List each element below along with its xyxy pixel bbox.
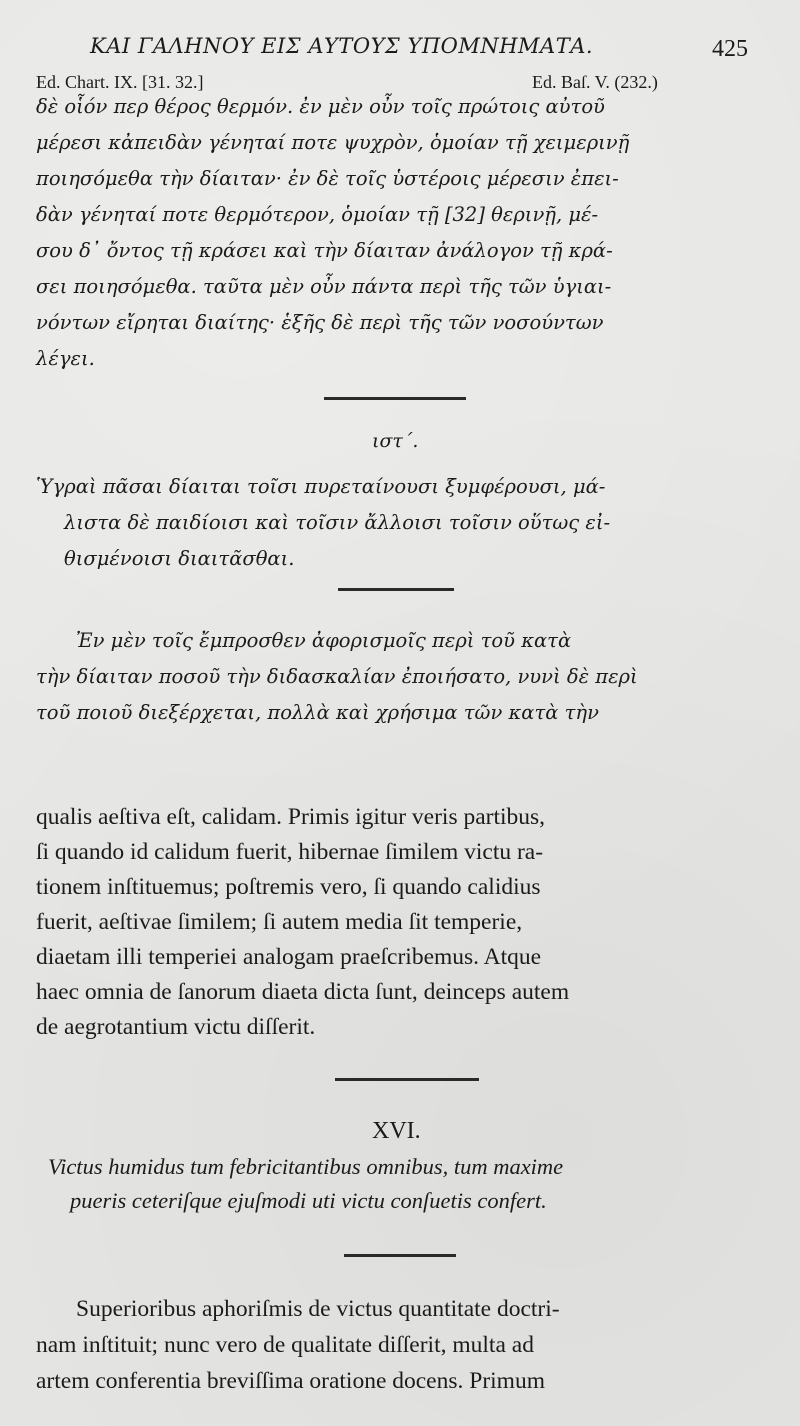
text-line: Superioribus aphoriſmis de victus quantitate doctri- [76,1296,560,1322]
text-line: τὴν δίαιταν ποσοῦ τὴν διδασκαλίαν ἐποιήσατο, νυνὶ δὲ περὶ [36,665,638,688]
text-line: δὲ οἷόν περ θέρος θερμόν. ἐν μὲν οὖν τοῖς πρώτοις αὐτοῦ [36,95,605,118]
latin-section-number: XVI. [372,1118,421,1144]
text-line: Ὑγραὶ πᾶσαι δίαιται τοῖσι πυρεταίνουσι ξυμφέρουσι, μά- [36,475,606,498]
text-line: θισμένοισι διαιτᾶσθαι. [64,547,295,570]
text-line: ſi quando id calidum fuerit, hibernae ſimilem victu ra- [36,839,544,865]
section-rule [344,1254,456,1257]
text-line: δὰν γένηταί ποτε θερμότερον, ὁμοίαν τῇ [32] θερινῇ, μέ- [36,203,599,226]
text-line: diaetam illi temperiei analogam praeſcribemus. Atque [36,944,542,970]
text-line: Ἐν μὲν τοῖς ἔμπροσθεν ἀφορισμοῖς περὶ τοῦ κατὰ [76,629,572,652]
text-line: λέγει. [36,347,95,370]
text-line: τοῦ ποιοῦ διεξέρχεται, πολλὰ καὶ χρήσιμα τῶν κατὰ τὴν [36,701,599,724]
section-rule [324,397,466,400]
text-line: qualis aeſtiva eſt, calidam. Primis igitur veris partibus, [36,804,546,830]
section-rule [335,1078,479,1081]
edition-reference-left: Ed. Chart. IX. [31. 32.] [36,72,204,92]
text-line: nam inſtituit; nunc vero de qualitate diſſerit, multa ad [36,1332,534,1358]
text-line: artem conferentia breviſſima oratione docens. Primum [36,1368,545,1394]
text-line: νόντων εἴρηται διαίτης· ἑξῆς δὲ περὶ τῆς τῶν νοσούντων [36,311,604,334]
text-line: pueris ceteriſque ejuſmodi uti victu conſuetis confert. [70,1188,547,1213]
text-line: σει ποιησόμεθα. ταῦτα μὲν οὖν πάντα περὶ τῆς τῶν ὑγιαι- [36,275,612,298]
text-line: Victus humidus tum febricitantibus omnibus, tum maxime [48,1154,564,1179]
text-line: λιστα δὲ παιδίοισι καὶ τοῖσιν ἄλλοισι τοῖσιν οὕτως εἰ- [64,511,611,534]
text-line: de aegrotantium victu diſſerit. [36,1014,316,1040]
text-line: μέρεσι κἀπειδὰν γένηταί ποτε ψυχρὸν, ὁμοίαν τῇ χειμερινῇ [36,131,630,154]
edition-reference-right: Ed. Baſ. V. (232.) [532,72,658,92]
section-rule [338,588,454,591]
running-title: ΚΑΙ ΓΑΛΗΝΟΥ ΕΙΣ ΑΥΤΟΥΣ ΥΠΟΜΝΗΜΑΤΑ. [90,34,594,58]
text-line: tionem inſtituemus; poſtremis vero, ſi quando calidius [36,874,541,900]
text-line: fuerit, aeſtivae ſimilem; ſi autem media ſit temperie, [36,909,523,935]
text-line: haec omnia de ſanorum diaeta dicta ſunt, deinceps autem [36,979,570,1005]
greek-section-number: ιστ΄. [372,430,419,452]
page-number: 425 [712,36,748,62]
text-line: ποιησόμεθα τὴν δίαιταν· ἐν δὲ τοῖς ὑστέροις μέρεσιν ἐπει- [36,167,619,190]
text-line: σου δ᾽ ὄντος τῇ κράσει καὶ τὴν δίαιταν ἀνάλογον τῇ κρά- [36,239,613,262]
